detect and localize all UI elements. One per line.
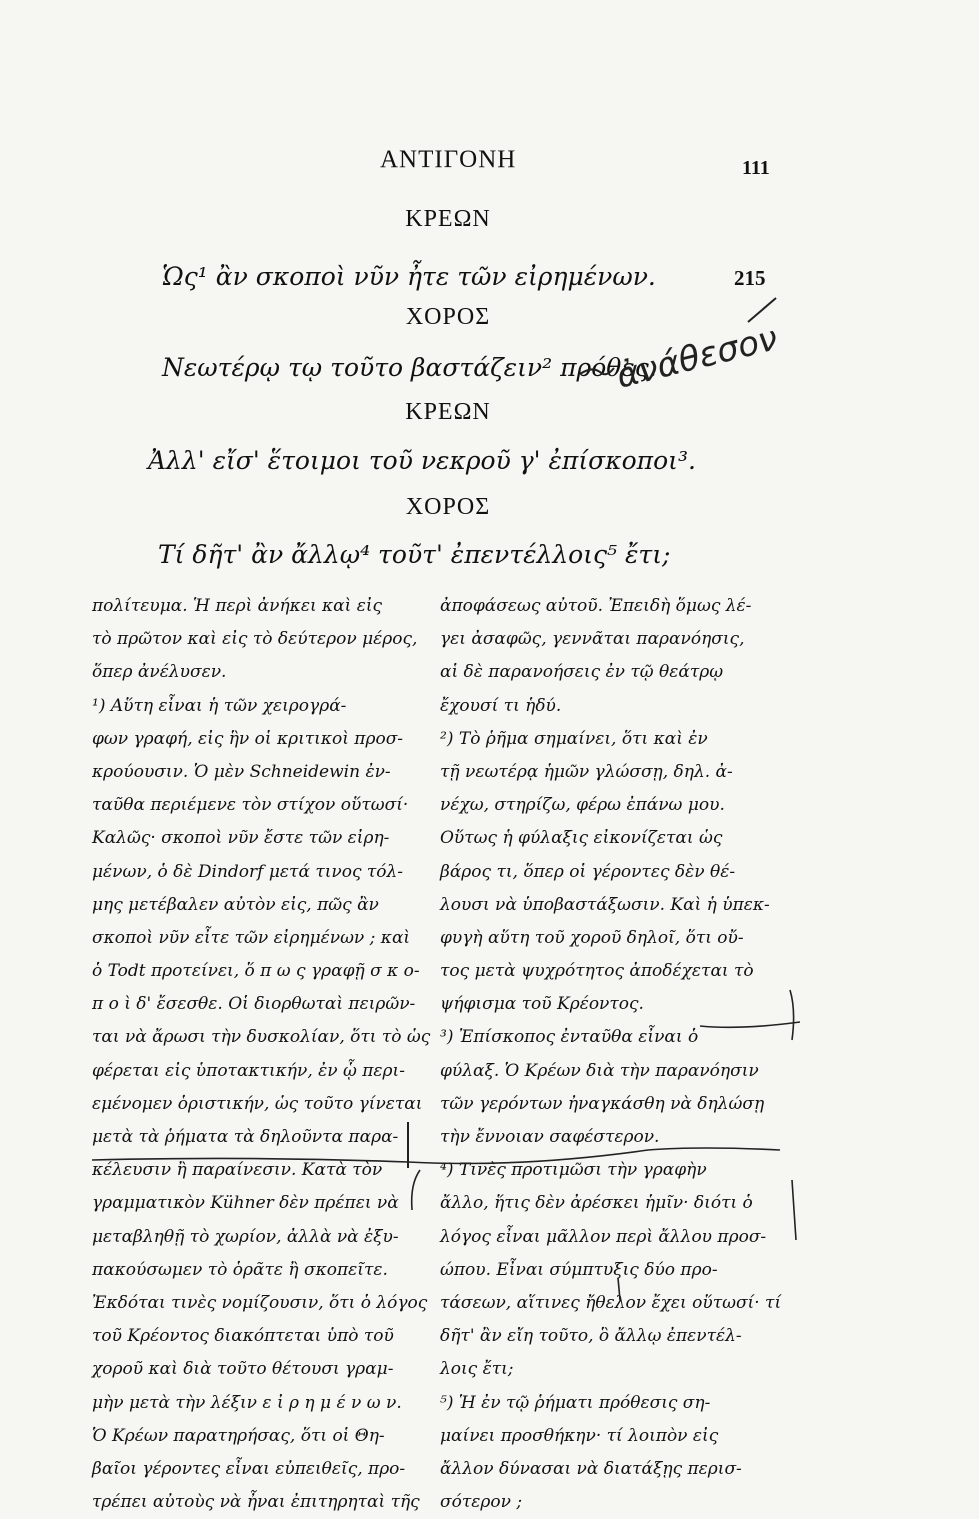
pen-curve-stroke	[412, 1170, 420, 1210]
speaker-choros-2: ΧΟΡΟΣ	[405, 494, 491, 520]
note-line: ³) Ἐπίσκοπος ἐνταῦθα εἶναι ὁ	[440, 1027, 699, 1048]
note-line: σότερον ;	[440, 1492, 523, 1513]
note-line: τάσεων, αἵτινες ἤθελον ἔχει οὕτωσί· τί	[440, 1292, 782, 1313]
note-line: ⁵) Ἡ ἐν τῷ ῥήματι πρόθεσις ση-	[440, 1392, 711, 1413]
note-line: γραμματικὸν Kühner δὲν πρέπει νὰ	[92, 1193, 399, 1214]
speaker-choros-1: ΧΟΡΟΣ	[405, 304, 491, 330]
note-line: Οὕτως ἡ φύλαξις εἰκονίζεται ὡς	[440, 828, 723, 849]
note-line: Ἐκδόται τινὲς νομίζουσιν, ὅτι ὁ λόγος	[92, 1292, 428, 1313]
note-line: ώπου. Εἶναι σύμπτυξις δύο προ-	[440, 1259, 718, 1280]
note-line: χοροῦ καὶ διὰ τοῦτο θέτουσι γραμ-	[92, 1359, 394, 1380]
handwritten-annotation: ἀνάθεσον	[612, 318, 782, 397]
note-line: κρούουσιν. Ὁ μὲν Schneidewin ἐν-	[92, 761, 391, 782]
note-line: μεταβληθῇ τὸ χωρίον, ἀλλὰ νὰ ἐξυ-	[92, 1226, 399, 1247]
note-line: φυγὴ αὕτη τοῦ χοροῦ δηλοῖ, ὅτι οὔ-	[440, 927, 744, 948]
note-line: ψήφισμα τοῦ Κρέοντος.	[440, 994, 644, 1015]
note-line: σκοποὶ νῦν εἶτε τῶν εἰρημένων ; καὶ	[92, 927, 411, 948]
note-line: τρέπει αὐτοὺς νὰ ἦναι ἐπιτηρηταὶ τῆς	[92, 1492, 420, 1513]
note-line: τὴν ἔννοιαν σαφέστερον.	[440, 1127, 660, 1147]
note-line: ἄλλον δύνασαι νὰ διατάξῃς περισ-	[440, 1458, 742, 1479]
note-line: ἄλλο, ἥτις δὲν ἀρέσκει ἡμῖν· διότι ὁ	[440, 1193, 753, 1214]
verse-line-4: Τί δῆτ' ἂν ἄλλῳ⁴ τοῦτ' ἐπεντέλλοις⁵ ἔτι;	[158, 540, 671, 569]
margin-bracket-right-lower	[792, 1180, 796, 1240]
note-line: μης μετέβαλεν αὐτὸν εἰς, πῶς ἂν	[92, 894, 379, 915]
note-line: λόγος εἶναι μᾶλλον περὶ ἄλλου προσ-	[440, 1226, 767, 1247]
note-line: ²) Τὸ ῥῆμα σημαίνει, ὅτι καὶ ἐν	[440, 728, 708, 749]
note-line: νέχω, στηρίζω, φέρω ἐπάνω μου.	[440, 795, 725, 816]
note-line: πακούσωμεν τὸ ὁρᾶτε ἢ σκοπεῖτε.	[92, 1259, 388, 1280]
note-line: φέρεται εἰς ὑποτακτικήν, ἐν ᾧ περι-	[92, 1060, 405, 1081]
note-line: κέλευσιν ἢ παραίνεσιν. Κατὰ τὸν	[92, 1160, 383, 1181]
note-line: ¹) Αὕτη εἶναι ἡ τῶν χειρογρά-	[92, 695, 347, 716]
verse-line-2: Νεωτέρῳ τῳ τοῦτο βαστάζειν² πρόθες.	[162, 353, 657, 382]
note-line: γει ἀσαφῶς, γεννᾶται παρανόησις,	[440, 629, 745, 650]
verse-line-number: 215	[734, 266, 766, 290]
speaker-kreon-2: ΚΡΕΩΝ	[405, 399, 491, 425]
note-line: μὴν μετὰ τὴν λέξιν ε ἰ ρ η μ έ ν ω ν.	[92, 1392, 402, 1413]
note-line: ⁴) Τινὲς προτιμῶσι τὴν γραφὴν	[440, 1160, 707, 1181]
note-line: ὁ Todt προτείνει, ὅ π ω ς γραφῇ σ κ ο-	[92, 961, 420, 982]
note-line: ται νὰ ἄρωσι τὴν δυσκολίαν, ὅτι τὸ ὡς	[92, 1027, 431, 1048]
pen-flourish-stroke	[748, 298, 776, 322]
footnotes-left-column	[92, 590, 431, 1519]
note-line: βάρος τι, ὅπερ οἱ γέροντες δὲν θέ-	[440, 861, 736, 882]
note-line: βαῖοι γέροντες εἶναι εὐπειθεῖς, προ-	[92, 1458, 406, 1479]
note-line: τῶν γερόντων ἠναγκάσθη νὰ δηλώσῃ	[440, 1093, 765, 1114]
speaker-kreon-1: ΚΡΕΩΝ	[405, 206, 491, 232]
note-line: Καλῶς· σκοποὶ νῦν ἔστε τῶν εἰρη-	[92, 828, 390, 849]
verse-line-3: Ἀλλ' εἴσ' ἕτοιμοι τοῦ νεκροῦ γ' ἐπίσκοποι³.	[148, 446, 696, 475]
note-line: ταῦθα περιέμενε τὸν στίχον οὕτωσί·	[92, 795, 409, 816]
note-line: πολίτευμα. Ἡ περὶ ἀνήκει καὶ εἰς	[92, 596, 383, 616]
footnotes-right-column	[440, 590, 780, 1519]
note-line: τῇ νεωτέρᾳ ἡμῶν γλώσσῃ, δηλ. ἀ-	[440, 761, 733, 782]
note-line: λουσι νὰ ὑποβαστάξωσιν. Καὶ ἡ ὑπεκ-	[440, 894, 770, 915]
note-line: μένων, ὁ δὲ Dindorf μετά τινος τόλ-	[92, 861, 404, 882]
note-line: φων γραφή, εἰς ἣν οἱ κριτικοὶ προσ-	[92, 728, 404, 749]
note-line: τος μετὰ ψυχρότητος ἀποδέχεται τὸ	[440, 961, 754, 982]
note-line: π ο ὶ δ' ἔσεσθε. Οἱ διορθωταὶ πειρῶν-	[92, 994, 416, 1015]
note-line: δῆτ' ἂν εἴη τοῦτο, ὃ ἄλλῳ ἐπεντέλ-	[440, 1326, 742, 1347]
note-line: ἔχουσί τι ἡδύ.	[440, 695, 562, 716]
note-line: φύλαξ. Ὁ Κρέων διὰ τὴν παρανόησιν	[440, 1060, 759, 1081]
note-line: Ὁ Κρέων παρατηρήσας, ὅτι οἱ Θη-	[92, 1425, 385, 1446]
note-line: ἀποφάσεως αὐτοῦ. Ἐπειδὴ ὅμως λέ-	[440, 596, 752, 616]
note-line: μαίνει προσθήκην· τί λοιπὸν εἰς	[440, 1425, 719, 1446]
note-line: μετὰ τὰ ῥήματα τὰ δηλοῦντα παρα-	[92, 1127, 399, 1147]
note-line: λοις ἔτι;	[440, 1359, 514, 1380]
note-line: τοῦ Κρέοντος διακόπτεται ὑπὸ τοῦ	[92, 1326, 394, 1347]
note-line: εμένομεν ὁριστικήν, ὡς τοῦτο γίνεται	[92, 1093, 423, 1114]
page-number: 111	[742, 157, 770, 179]
note-line: ὅπερ ἀνέλυσεν.	[92, 662, 227, 683]
note-line: τὸ πρῶτον καὶ εἰς τὸ δεύτερον μέρος,	[92, 629, 418, 650]
verse-line-1: Ὡς¹ ἂν σκοποὶ νῦν ἦτε τῶν εἰρημένων.	[162, 262, 656, 291]
running-title: ΑΝΤΙΓΟΝΗ	[380, 146, 517, 173]
note-line: αἱ δὲ παρανοήσεις ἐν τῷ θεάτρῳ	[440, 662, 724, 683]
margin-bracket-right-upper	[790, 990, 794, 1040]
